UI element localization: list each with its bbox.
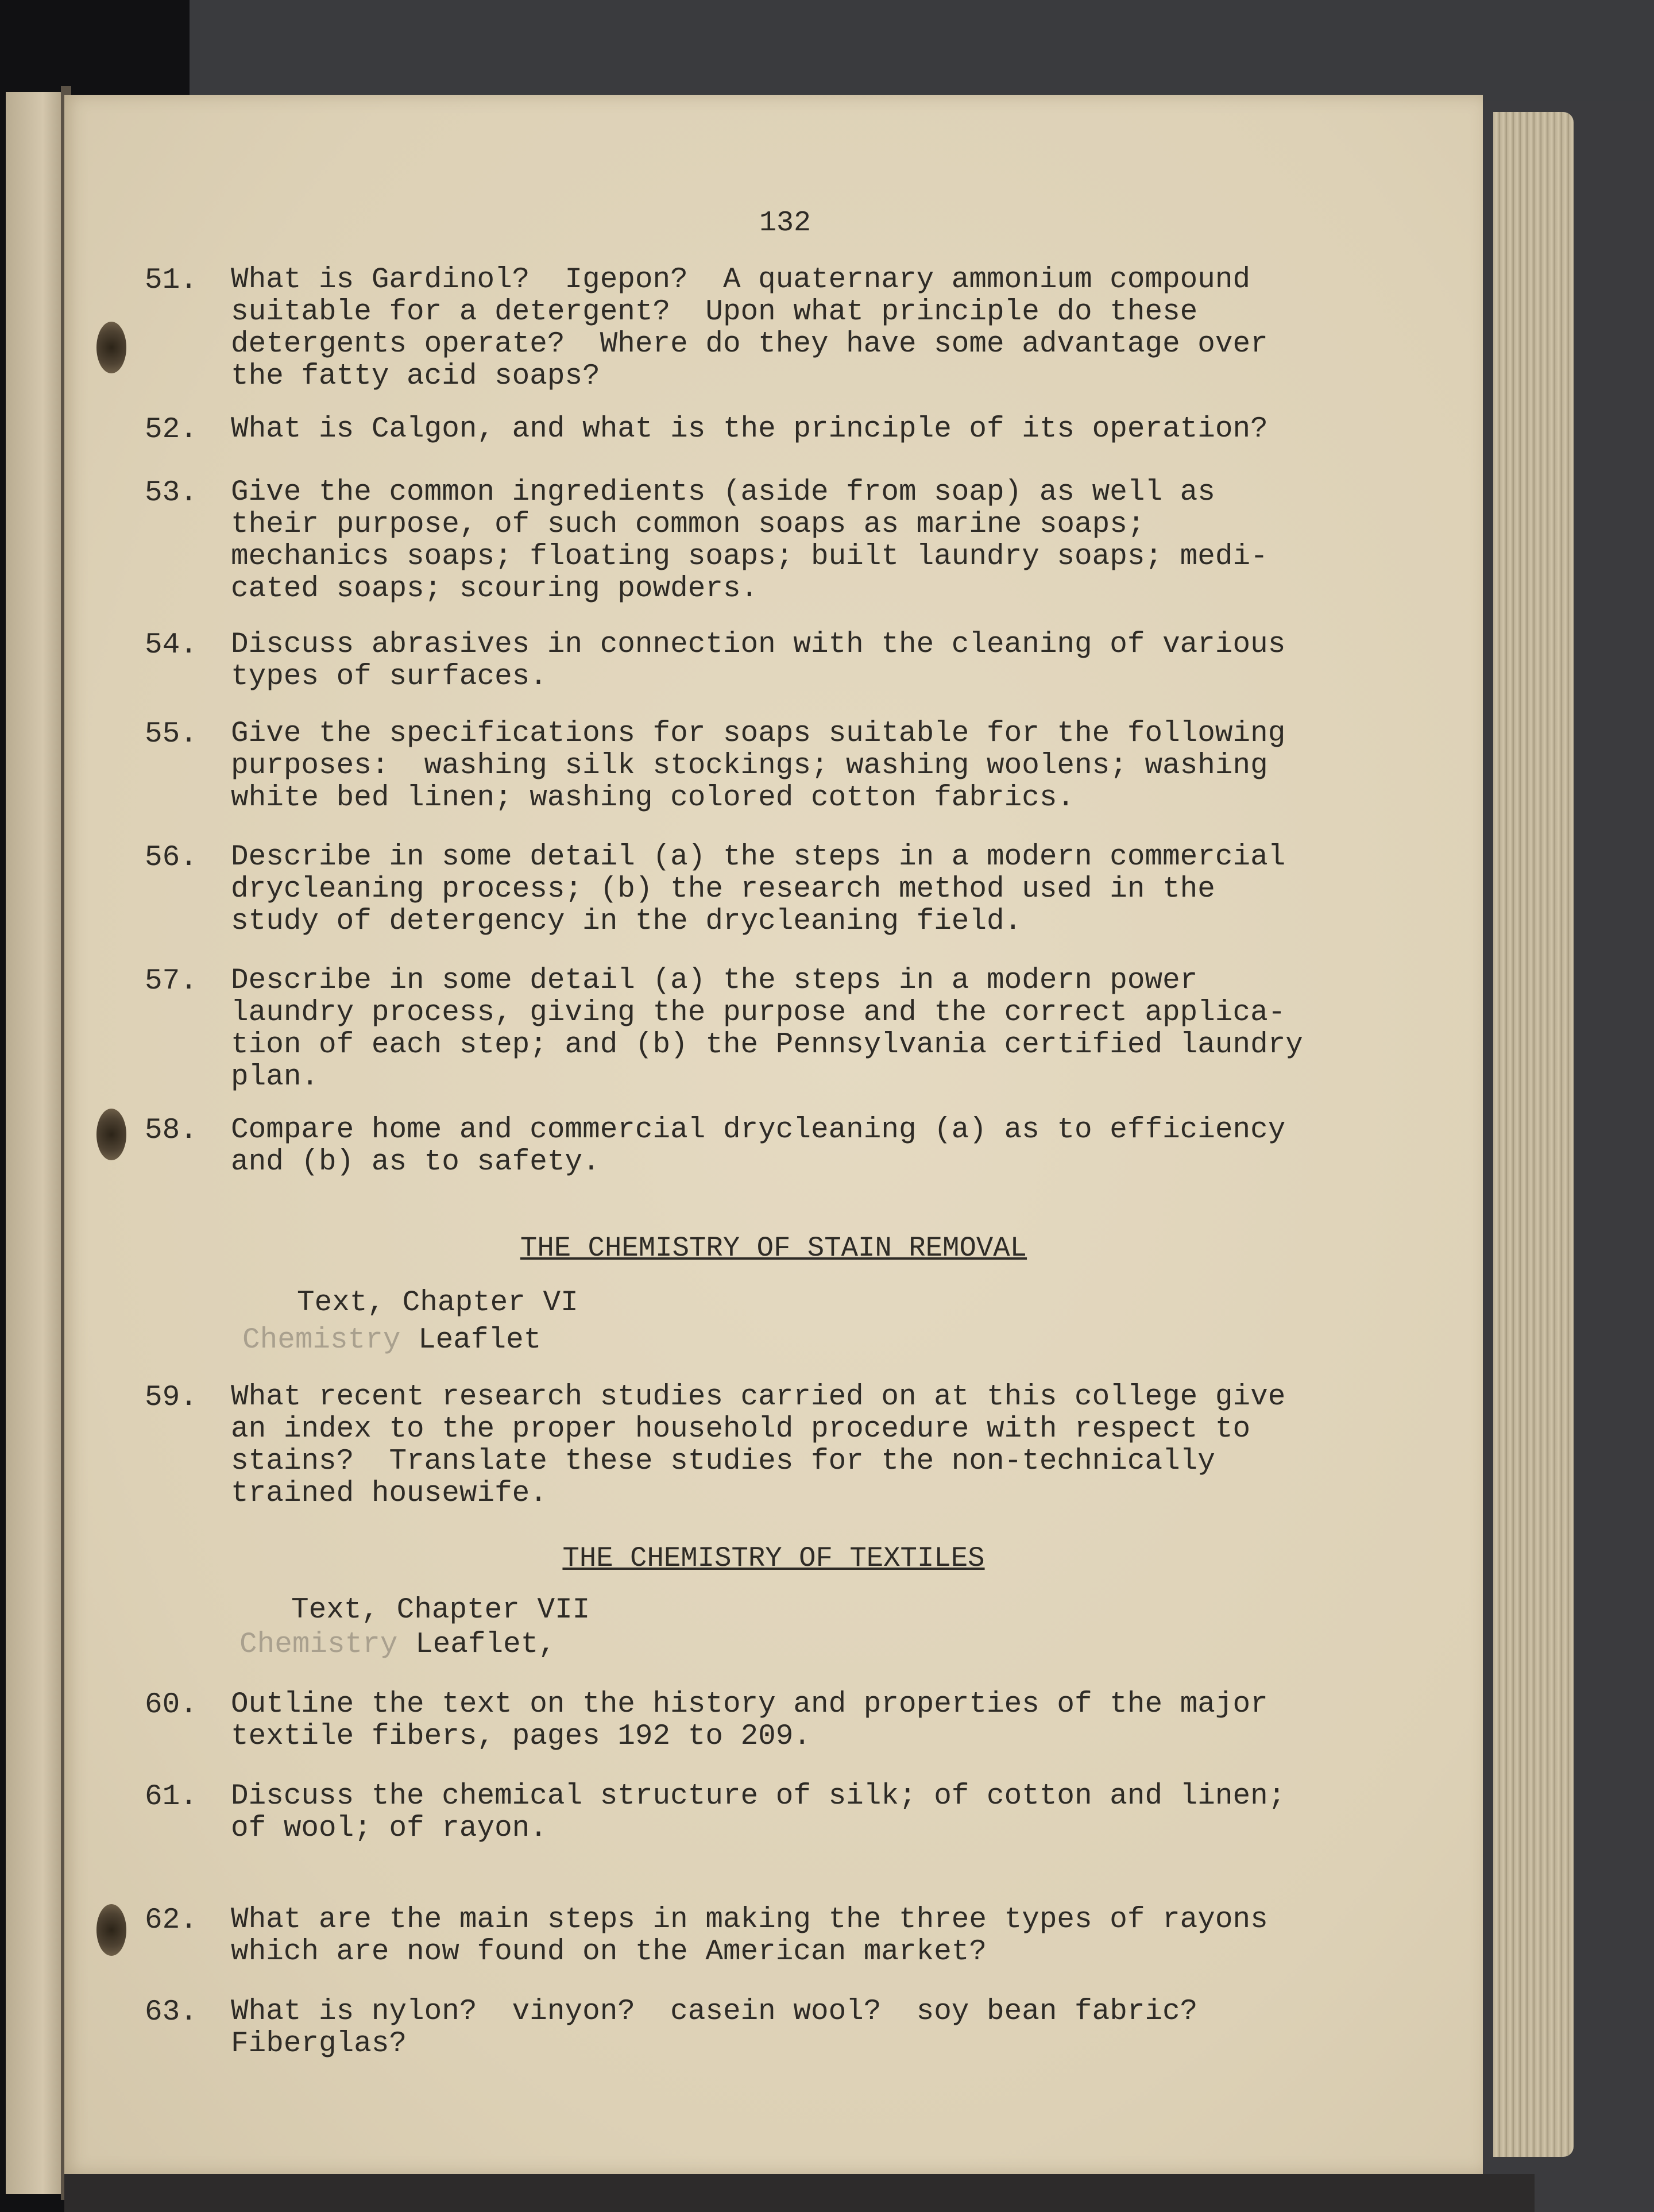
question-line: What is Calgon, and what is the principle of its operation?	[231, 413, 1268, 446]
scan-background-top	[190, 0, 1654, 101]
question-line: purposes: washing silk stockings; washing woolens; washing	[231, 750, 1268, 782]
question-line: of wool; of rayon.	[231, 1812, 547, 1845]
question-number: 59.	[145, 1381, 198, 1414]
question-57	[145, 964, 1437, 1094]
question-line: What recent research studies carried on at this college give	[231, 1381, 1286, 1414]
question-line: Discuss the chemical structure of silk; of cotton and linen;	[231, 1780, 1286, 1813]
question-line: cated soaps; scouring powders.	[231, 573, 759, 605]
question-number: 60.	[145, 1689, 198, 1721]
question-55	[145, 717, 1437, 814]
question-56	[145, 841, 1437, 938]
question-line: What are the main steps in making the three types of rayons	[231, 1904, 1268, 1936]
question-line: laundry process, giving the purpose and the correct applica-	[231, 997, 1286, 1029]
question-53	[145, 476, 1437, 605]
question-line: trained housewife.	[231, 1477, 547, 1510]
text-reference: Text, Chapter VII	[291, 1594, 590, 1627]
question-number: 58.	[145, 1114, 198, 1147]
question-line: Describe in some detail (a) the steps in a modern commercial	[231, 841, 1286, 874]
question-60	[145, 1688, 1437, 1753]
question-line: Describe in some detail (a) the steps in a modern power	[231, 964, 1198, 997]
section-heading-textiles: THE CHEMISTRY OF TEXTILES	[562, 1542, 985, 1574]
facing-page-edge	[6, 92, 68, 2194]
question-59	[145, 1381, 1437, 1510]
text-reference: Text, Chapter VI	[297, 1287, 578, 1319]
question-line: Outline the text on the history and properties of the major	[231, 1688, 1268, 1721]
question-line: textile fibers, pages 192 to 209.	[231, 1720, 811, 1753]
question-number: 55.	[145, 718, 198, 751]
question-line: the fatty acid soaps?	[231, 360, 600, 393]
question-number: 63.	[145, 1996, 198, 2029]
question-line: Give the common ingredients (aside from soap) as well as	[231, 476, 1215, 509]
scan-background-bottom	[64, 2174, 1535, 2212]
question-line: which are now found on the American market?	[231, 1936, 987, 1968]
question-line: Fiberglas?	[231, 2028, 407, 2060]
question-52	[145, 413, 1437, 446]
leaflet-word: Chemistry	[239, 1628, 398, 1661]
question-number: 57.	[145, 965, 198, 998]
question-line: Give the specifications for soaps suitable for the following	[231, 717, 1286, 750]
question-line: drycleaning process; (b) the research method used in the	[231, 873, 1215, 906]
question-line: tion of each step; and (b) the Pennsylvania certified laundry	[231, 1029, 1303, 1061]
section-heading-stain-removal: THE CHEMISTRY OF STAIN REMOVAL	[520, 1232, 1027, 1264]
question-line: Discuss abrasives in connection with the cleaning of various	[231, 628, 1286, 661]
question-number: 62.	[145, 1904, 198, 1937]
question-line: What is Gardinol? Igepon? A quaternary ammonium compound	[231, 264, 1251, 296]
question-54	[145, 628, 1437, 693]
question-line: mechanics soaps; floating soaps; built laundry soaps; medi-	[231, 541, 1268, 573]
question-61	[145, 1780, 1437, 1845]
question-number: 56.	[145, 841, 198, 874]
question-number: 54.	[145, 629, 198, 662]
document-page	[64, 95, 1483, 2174]
question-number: 52.	[145, 414, 198, 446]
question-line: types of surfaces.	[231, 661, 547, 693]
question-line: their purpose, of such common soaps as marine soaps;	[231, 508, 1145, 541]
leaflet-word: Chemistry	[242, 1324, 401, 1357]
question-line: suitable for a detergent? Upon what principle do these	[231, 296, 1198, 329]
question-line: plan.	[231, 1061, 319, 1094]
question-number: 51.	[145, 264, 198, 297]
question-line: detergents operate? Where do they have some advantage over	[231, 328, 1268, 361]
question-58	[145, 1114, 1437, 1179]
question-63	[145, 1995, 1437, 2060]
question-62	[145, 1904, 1437, 1968]
question-line: an index to the proper household procedure with respect to	[231, 1413, 1251, 1446]
leaflet-reference	[242, 1324, 541, 1357]
question-number: 61.	[145, 1781, 198, 1813]
leaflet-label: Leaflet,	[415, 1628, 556, 1661]
page-stack-edge	[1493, 112, 1574, 2157]
question-line: stains? Translate these studies for the non-technically	[231, 1445, 1215, 1478]
leaflet-reference	[239, 1628, 556, 1661]
leaflet-label: Leaflet	[418, 1324, 542, 1357]
question-line: What is nylon? vinyon? casein wool? soy bean fabric?	[231, 1995, 1198, 2028]
question-line: white bed linen; washing colored cotton fabrics.	[231, 782, 1075, 814]
question-line: study of detergency in the drycleaning field.	[231, 905, 1022, 938]
page-number: 132	[759, 207, 811, 240]
question-line: Compare home and commercial drycleaning (a) as to efficiency	[231, 1114, 1286, 1146]
question-number: 53.	[145, 477, 198, 509]
question-line: and (b) as to safety.	[231, 1146, 600, 1179]
question-51	[145, 264, 1437, 393]
page-content	[64, 95, 1483, 2174]
